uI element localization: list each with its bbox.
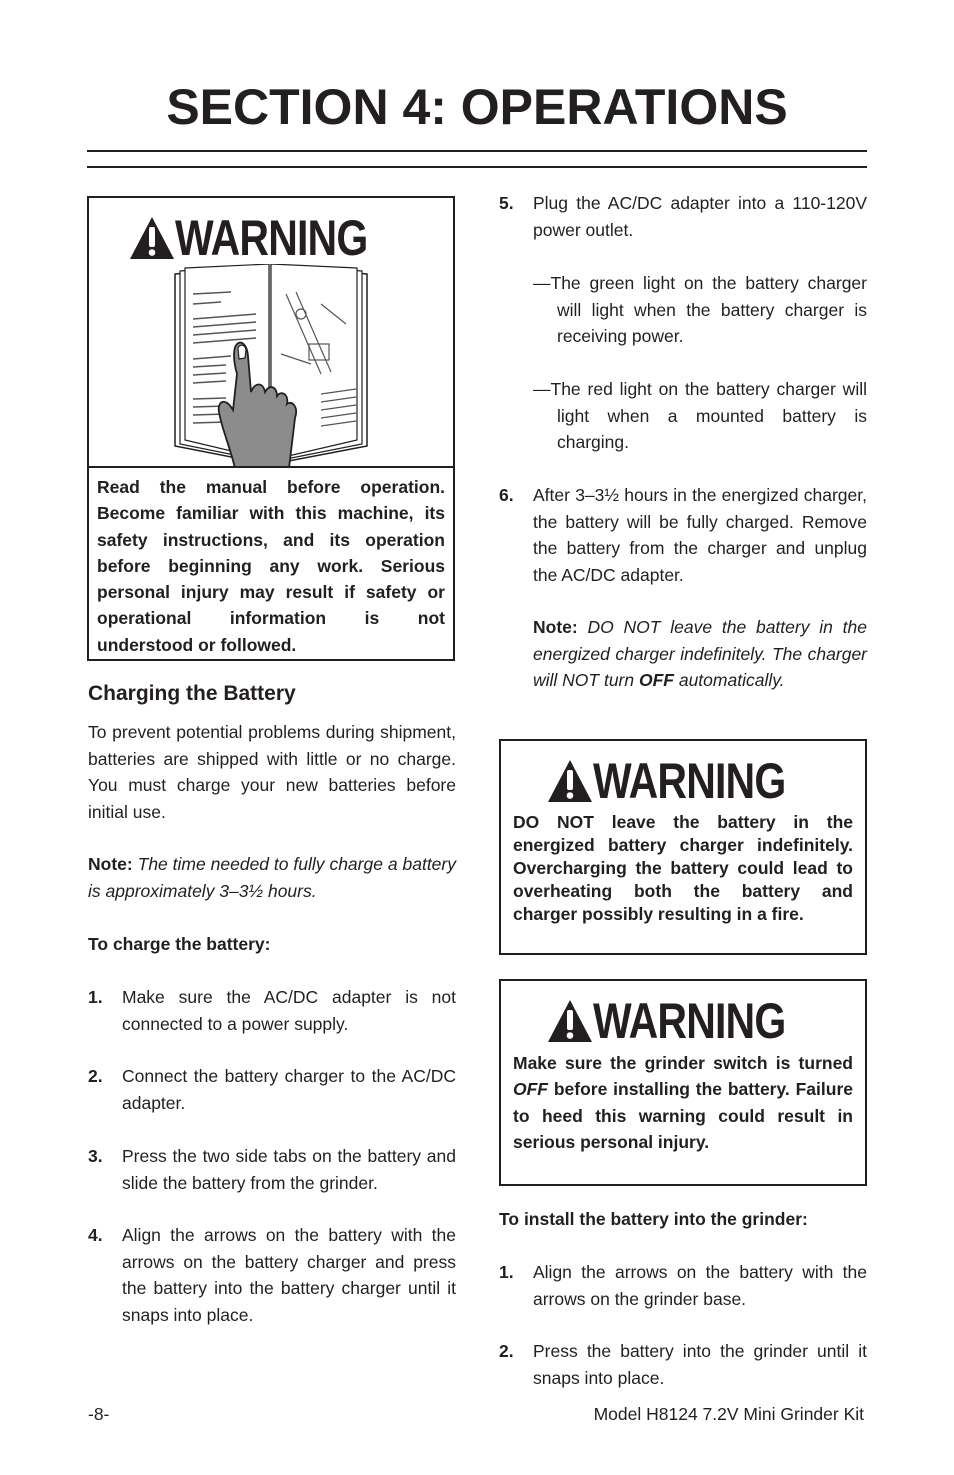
- red-light-text: —The red light on the battery charger will light when a mounted battery is charging.: [533, 379, 867, 452]
- footer-model: Model H8124 7.2V Mini Grinder Kit: [593, 1404, 864, 1424]
- step-text: Connect the battery charger to the AC/DC adapter.: [122, 1066, 456, 1113]
- charge-subheading: To charge the battery:: [88, 934, 271, 954]
- warning-label: WARNING: [593, 993, 786, 1049]
- warning-triangle-icon: [547, 999, 593, 1043]
- step-number: 6.: [499, 485, 514, 505]
- warning-label: WARNING: [593, 753, 786, 809]
- warning-text-b: before installing the battery. Failure to heed this warning could result in serious personal injury.: [513, 1079, 853, 1152]
- warning-header: [547, 755, 828, 807]
- step-number: 1.: [88, 987, 103, 1007]
- warning-divider: [89, 466, 453, 468]
- note-label: Note:: [88, 854, 133, 874]
- note-text-b: automatically.: [673, 670, 785, 690]
- title-rule-bottom: [87, 166, 867, 168]
- step-text: Align the arrows on the battery with the arrows on the grinder base.: [533, 1262, 867, 1309]
- list-item: [499, 482, 867, 592]
- step-text: After 3–3½ hours in the energized charger, the battery will be fully charged. Remove the battery from the charger and unplug the AC/DC adapter.: [533, 485, 867, 585]
- step-number: 2.: [88, 1066, 103, 1086]
- warning-box-charger: [499, 739, 867, 955]
- note-off: OFF: [638, 670, 674, 690]
- section-heading: Charging the Battery: [88, 682, 296, 705]
- step-number: 5.: [499, 193, 514, 213]
- list-item: [88, 1222, 456, 1332]
- warning-text: DO NOT leave the battery in the energized battery charger indefinitely. Overcharging the battery could lead to overheating both the battery and charger possibly resulting in a fire.: [513, 812, 853, 924]
- list-item: [499, 1259, 867, 1315]
- charger-note: [533, 614, 867, 694]
- warning-header: [547, 995, 828, 1047]
- step-number: 3.: [88, 1146, 103, 1166]
- red-light-note: [533, 376, 867, 456]
- note-text: The time needed to fully charge a battery is approximately 3–3½ hours.: [88, 854, 456, 901]
- step-text: Press the battery into the grinder until it snaps into place.: [533, 1341, 867, 1388]
- list-item: [499, 1338, 867, 1394]
- charging-intro: To prevent potential problems during shipment, batteries are shipped with little or no charge. You must charge your new batteries before initial use.: [88, 722, 456, 822]
- page-title: SECTION 4: OPERATIONS: [166, 79, 788, 135]
- charging-note: [88, 851, 456, 904]
- step-number: 4.: [88, 1225, 103, 1245]
- step-text: Plug the AC/DC adapter into a 110-120V power outlet.: [533, 193, 867, 240]
- note-label: Note:: [533, 617, 578, 637]
- warning-label: WARNING: [175, 210, 368, 266]
- green-light-note: [533, 270, 867, 350]
- warning-off: OFF: [513, 1079, 548, 1100]
- install-subheading: To install the battery into the grinder:: [499, 1209, 808, 1229]
- list-item: [499, 190, 867, 246]
- warning-header: [129, 212, 410, 264]
- list-item: [88, 1063, 456, 1119]
- warning-text: [513, 1050, 853, 1155]
- list-item: [88, 984, 456, 1040]
- green-light-text: —The green light on the battery charger will light when the battery charger is receiving power.: [533, 273, 867, 346]
- step-number: 1.: [499, 1262, 514, 1282]
- note-text-a: DO NOT leave the battery in the energized charger indefinitely. The charger will NOT turn: [533, 617, 867, 690]
- warning-triangle-icon: [129, 216, 175, 260]
- hand-reading-manual-illustration: [171, 264, 371, 468]
- warning-triangle-icon: [547, 759, 593, 803]
- warning-text: Read the manual before operation. Become familiar with this machine, its safety instructions, and its operation before beginning any work. Serious personal injury may result if safety or operational information is not understood or followed.: [97, 477, 445, 655]
- step-number: 2.: [499, 1341, 514, 1361]
- step-text: Align the arrows on the battery with the arrows on the battery charger and press the battery into the battery charger until it snaps into place.: [122, 1225, 456, 1325]
- step-text: Make sure the AC/DC adapter is not connected to a power supply.: [122, 987, 456, 1034]
- warning-text-a: Make sure the grinder switch is turned: [513, 1053, 853, 1073]
- list-item: [88, 1143, 456, 1199]
- step-text: Press the two side tabs on the battery and slide the battery from the grinder.: [122, 1146, 456, 1193]
- warning-box-manual: [87, 196, 455, 661]
- title-rule-top: [87, 150, 867, 152]
- warning-box-switch: [499, 979, 867, 1186]
- page-number: -8-: [88, 1404, 110, 1424]
